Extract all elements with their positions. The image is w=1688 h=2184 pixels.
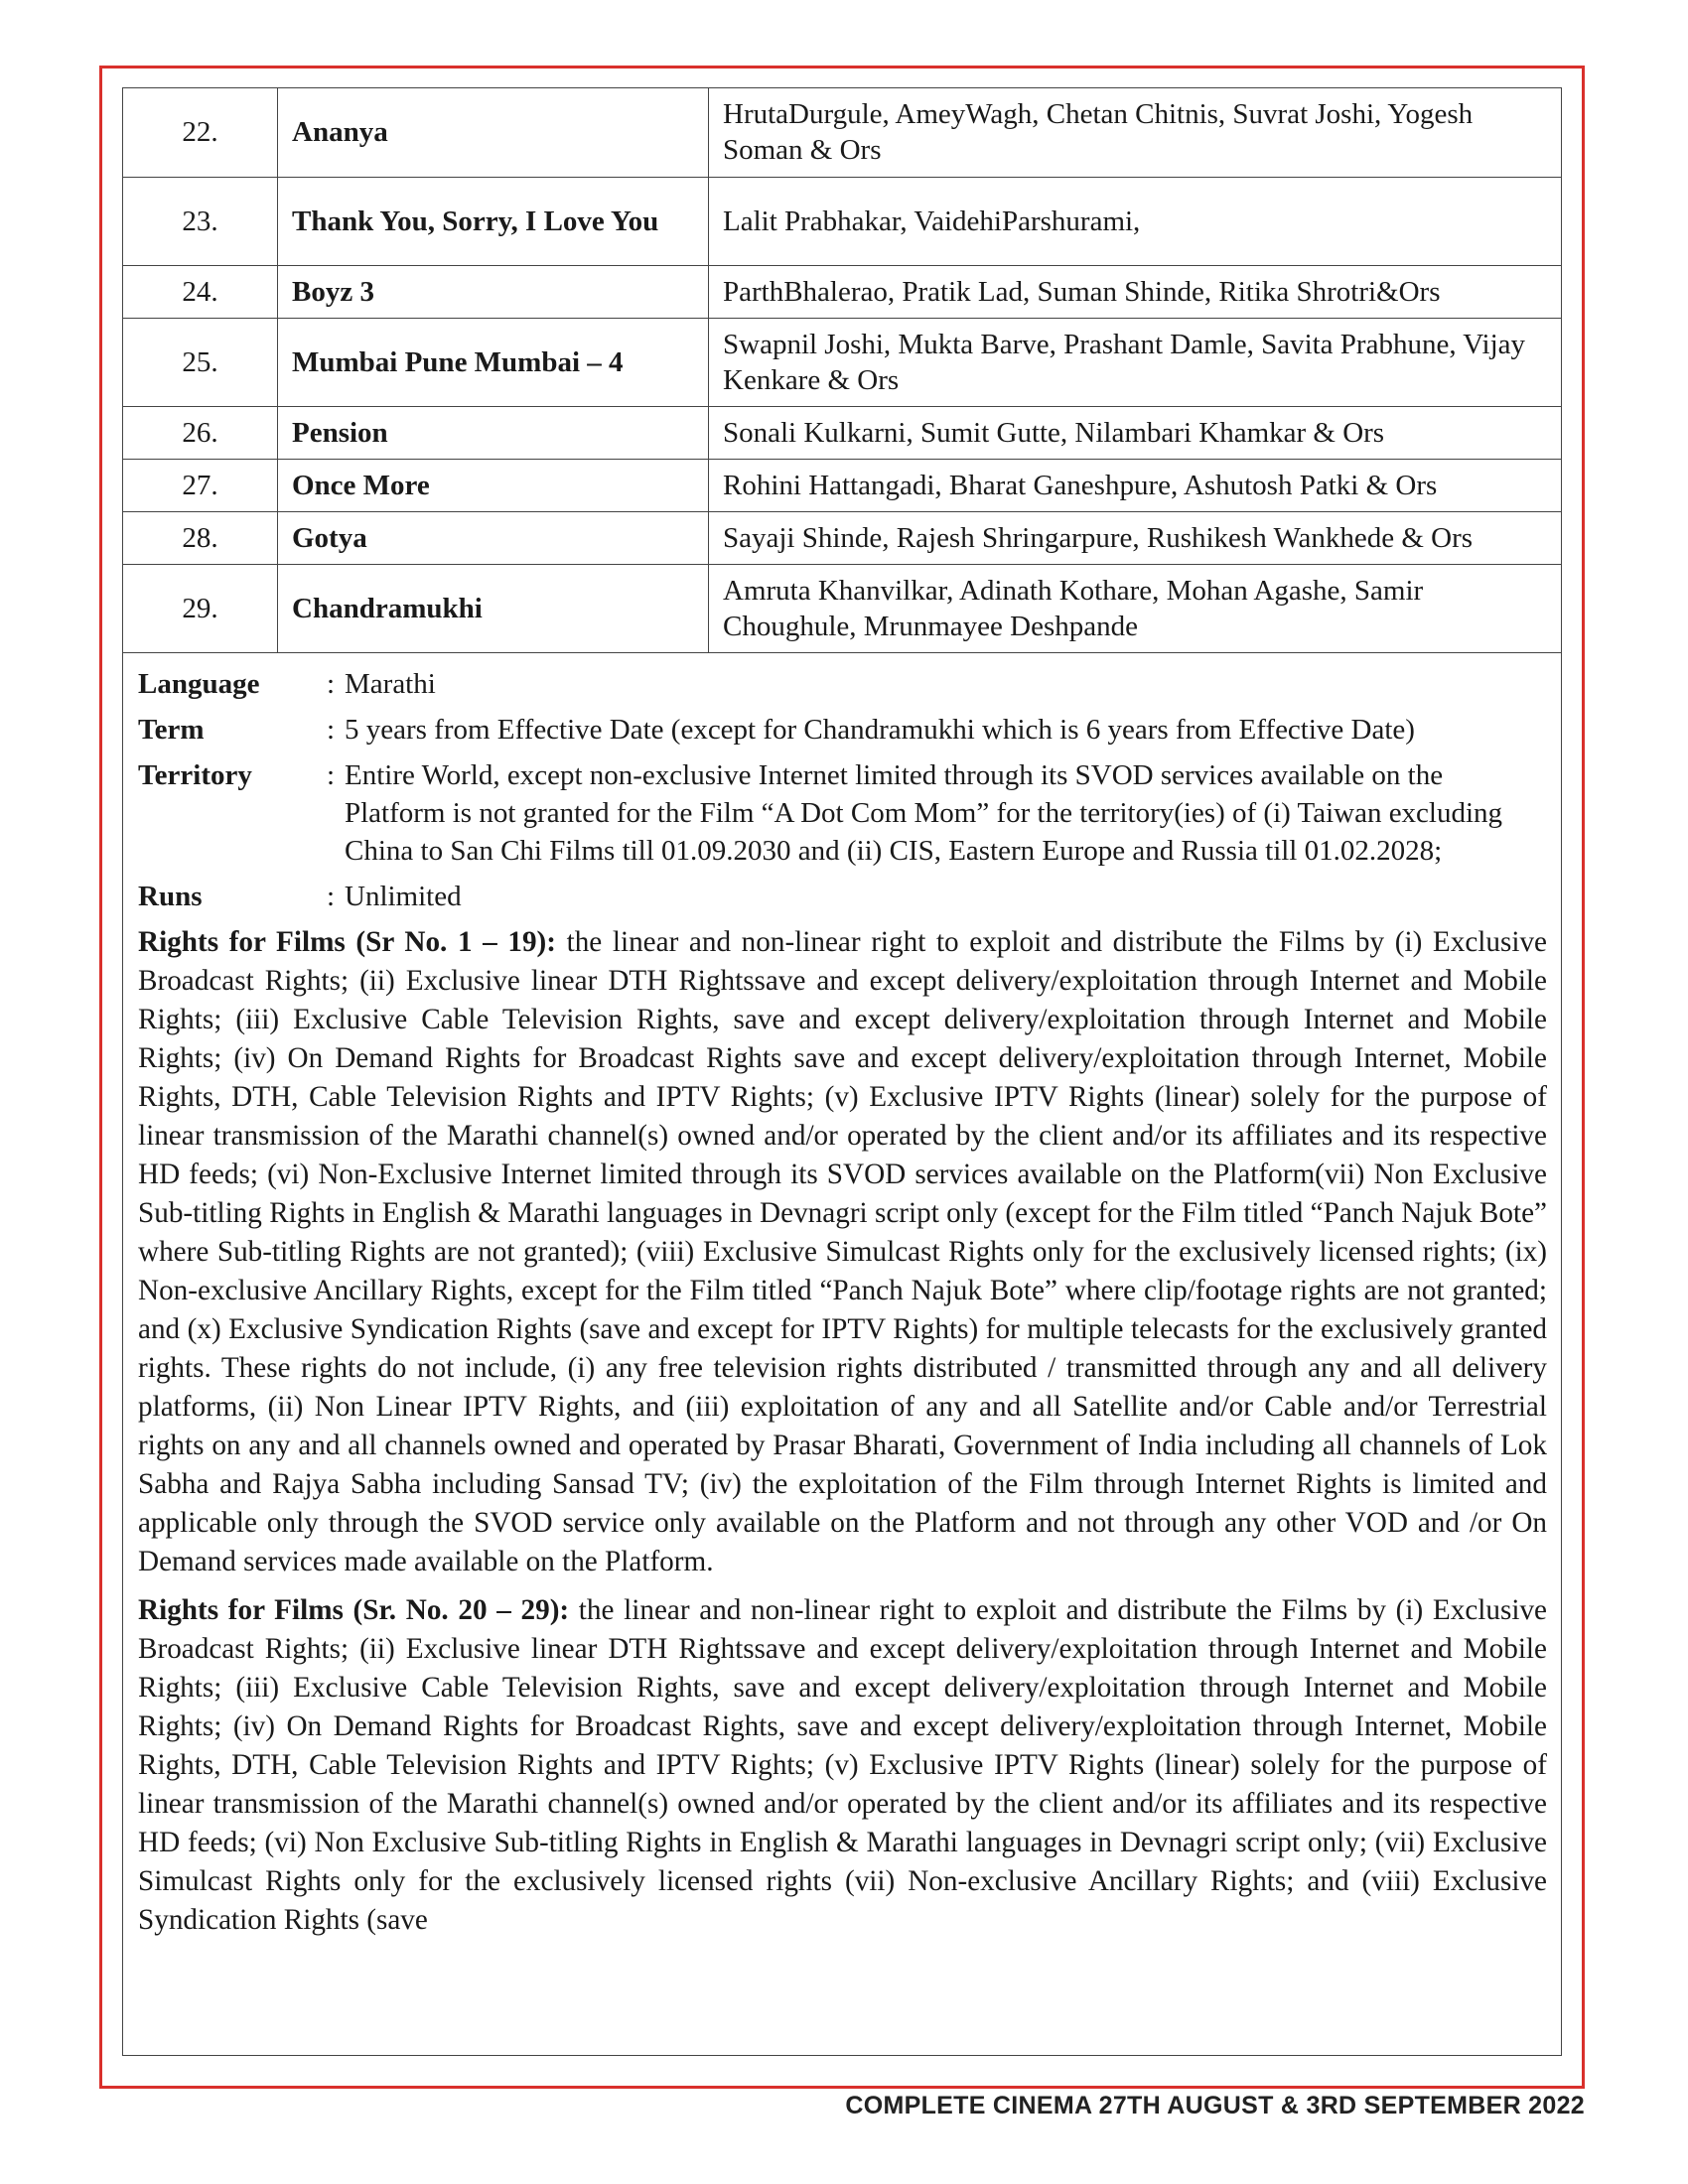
film-cast: Sayaji Shinde, Rajesh Shringarpure, Rushikesh Wankhede & Ors [709,511,1562,564]
film-title: Once More [278,459,709,511]
table-row [123,177,1561,265]
language-value: Marathi [345,667,436,700]
film-title: Pension [278,406,709,459]
table-row [123,265,1561,318]
table-row [123,511,1561,564]
film-title: Boyz 3 [278,265,709,318]
rights-paragraph [123,1591,1561,1940]
film-cast: Lalit Prabhakar, VaidehiParshurami, [709,177,1562,265]
runs-label: Runs [138,880,203,912]
territory-value: Entire World, except non-exclusive Internet limited through its SVOD services available on the Platform is not granted for the Film “A Dot Com Mom” for the territory(ies) of (i) Taiwan excluding China to San Chi Films till 01.09.2030 and (ii) CIS, Eastern Europe and Russia till 01.02.2028; [345,758,1503,867]
table-row [123,459,1561,511]
territory-row [138,756,1547,870]
colon: : [327,880,336,912]
colon: : [327,667,336,700]
film-cast: Swapnil Joshi, Mukta Barve, Prashant Damle, Savita Prabhune, Vijay Kenkare & Ors [709,318,1562,406]
language-label: Language [138,667,260,700]
runs-row [138,878,1547,915]
films-table [123,88,1561,653]
film-number: 25. [123,318,278,406]
rights-body: the linear and non-linear right to exploit and distribute the Films by (i) Exclusive Broadcast Rights; (ii) Exclusive linear DTH Rightssave and except delivery/exploitation through Internet and Mobile Rights; (iii) Exclusive Cable Television Rights, save and except delivery/exploitation through Internet and Mobile Rights; (iv) On Demand Rights for Broadcast Rights save and except delivery/exploitation through Internet, Mobile Rights, DTH, Cable Television Rights and IPTV Rights; (v) Exclusive IPTV Rights (linear) solely for the purpose of linear transmission of the Marathi channel(s) owned and/or operated by the client and/or its affiliates and its respective HD feeds; (vi) Non-Exclusive Internet limited through its SVOD services available on the Platform(vii) Non Exclusive Sub-titling Rights in English & Marathi languages in Devnagri script only (except for the Film titled “Panch Najuk Bote” where Sub-titling Rights are not granted); (viii) Exclusive Simulcast Rights only for the exclusively licensed rights; (ix) Non-exclusive Ancillary Rights, except for the Film titled “Panch Najuk Bote” where clip/footage rights are not granted; and (x) Exclusive Syndication Rights (save and except for IPTV Rights) for multiple telecasts for the exclusively granted rights. These rights do not include, (i) any free television rights distributed / transmitted through any and all delivery platforms, (ii) Non Linear IPTV Rights, and (iii) exploitation of any and all Satellite and/or Cable and/or Terrestrial rights on any and all channels owned and operated by Prasar Bharati, Government of India including all channels of Lok Sabha and Rajya Sabha including Sansad TV; (iv) the exploitation of the Film through Internet Rights is limited and applicable only through the SVOD service only available on the Platform and not through any other VOD and /or On Demand services made available on the Platform. [138,925,1547,1577]
film-number: 26. [123,406,278,459]
film-number: 29. [123,564,278,652]
film-title: Mumbai Pune Mumbai – 4 [278,318,709,406]
rights-heading: Rights for Films (Sr. No. 20 – 29): [138,1593,570,1626]
table-row [123,88,1561,177]
film-title: Gotya [278,511,709,564]
colon: : [327,758,336,791]
document-box [122,87,1562,2056]
rights-body: the linear and non-linear right to exploit and distribute the Films by (i) Exclusive Broadcast Rights; (ii) Exclusive linear DTH Rightssave and except delivery/exploitation through Internet and Mobile Rights; (iii) Exclusive Cable Television Rights, save and except delivery/exploitation through Internet and Mobile Rights; (iv) On Demand Rights for Broadcast Rights, save and except delivery/exploitation through Internet, Mobile Rights, DTH, Cable Television Rights and IPTV Rights; (v) Exclusive IPTV Rights (linear) solely for the purpose of linear transmission of the Marathi channel(s) owned and/or operated by the client and/or its affiliates and its respective HD feeds; (vi) Non Exclusive Sub-titling Rights in English & Marathi languages in Devnagri script only; (vii) Exclusive Simulcast Rights only for the exclusively licensed rights (vii) Non-exclusive Ancillary Rights; and (viii) Exclusive Syndication Rights (save [138,1593,1547,1936]
table-row [123,406,1561,459]
film-number: 22. [123,88,278,177]
film-title: Chandramukhi [278,564,709,652]
film-number: 27. [123,459,278,511]
table-row [123,564,1561,652]
footer-caption: COMPLETE CINEMA 27TH AUGUST & 3RD SEPTEMBER 2022 [845,2092,1585,2119]
rights-paragraph [123,923,1561,1581]
film-title: Thank You, Sorry, I Love You [278,177,709,265]
film-cast: ParthBhalerao, Pratik Lad, Suman Shinde, Ritika Shrotri&Ors [709,265,1562,318]
film-title: Ananya [278,88,709,177]
rights-heading: Rights for Films (Sr No. 1 – 19): [138,925,556,958]
film-number: 23. [123,177,278,265]
language-row [138,665,1547,703]
film-number: 24. [123,265,278,318]
term-value: 5 years from Effective Date (except for Chandramukhi which is 6 years from Effective Date) [345,713,1415,746]
film-cast: HrutaDurgule, AmeyWagh, Chetan Chitnis, Suvrat Joshi, Yogesh Soman & Ors [709,88,1562,177]
license-terms [123,653,1561,915]
term-label: Term [138,713,205,746]
colon: : [327,713,336,746]
table-row [123,318,1561,406]
territory-label: Territory [138,758,252,791]
film-cast: Sonali Kulkarni, Sumit Gutte, Nilambari Khamkar & Ors [709,406,1562,459]
runs-value: Unlimited [345,880,462,912]
film-cast: Rohini Hattangadi, Bharat Ganeshpure, Ashutosh Patki & Ors [709,459,1562,511]
film-number: 28. [123,511,278,564]
term-row [138,711,1547,749]
film-cast: Amruta Khanvilkar, Adinath Kothare, Mohan Agashe, Samir Choughule, Mrunmayee Deshpande [709,564,1562,652]
